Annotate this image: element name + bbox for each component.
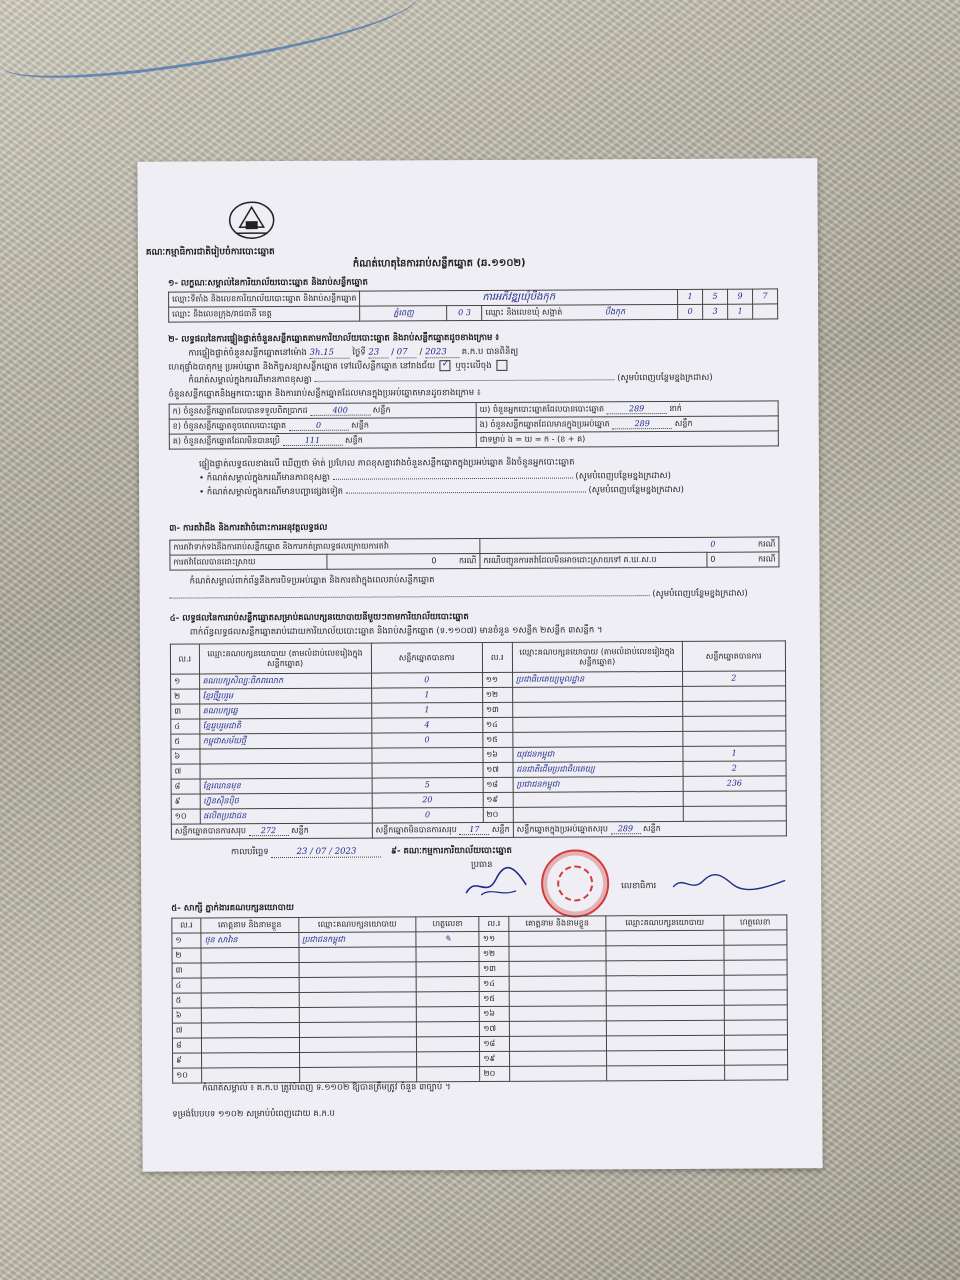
col-no-header: ល.រ: [170, 644, 199, 674]
party-votes: [682, 701, 786, 717]
row-no: ១៦: [483, 747, 513, 762]
col-no-header: ល.រ: [482, 642, 512, 672]
secretary-label: លេខាធិការ: [621, 881, 657, 892]
party-name: ខ្មែររួបរួមជាតិ: [199, 718, 371, 734]
complaint-note-hint: (សូមបំពេញបន្ថែមខ្នងក្រដាស): [652, 588, 748, 600]
no-checkbox[interactable]: [496, 360, 507, 371]
party-name: ខ្មែរឈានមុខ: [200, 778, 372, 794]
verification-time-label: ការផ្ទៀងផ្ទាត់ចំនួនសន្លឹកឆ្នោតនៅម៉ោង: [188, 347, 307, 359]
col-no-header: ល.រ: [479, 916, 508, 931]
location-digit: 7: [753, 289, 778, 304]
verification-line: ការផ្ទៀងផ្ទាត់ចំនួនសន្លឹកឆ្នោតនៅម៉ោង 3h.15 ថ្ងៃទី 23 / 07 / 2023 គ.ក.ប បានពិនិត្យ: [188, 346, 519, 359]
col-sign-header: ហត្ថលេខា: [723, 915, 786, 930]
row-no: ១៥: [480, 991, 509, 1006]
party-name: កម្ពុជាសម័យថ្មី: [199, 733, 371, 749]
discrepancy-note-label: កំណត់សម្គាល់ក្នុងករណីមានភាពខុសគ្នា: [188, 374, 312, 386]
count-unit: សន្លឹក: [351, 420, 369, 430]
row-no: ១: [171, 674, 200, 689]
verification-rest: គ.ក.ប បានពិនិត្យ: [461, 346, 519, 358]
row-no: ៩: [173, 1053, 202, 1068]
total-unit: សន្លឹក: [291, 825, 309, 835]
complaint2-value: 0: [431, 556, 437, 566]
party-name: គណបក្សឆ្លេ: [199, 703, 371, 719]
witness-footnote: កំណត់សម្គាល់ ៖ គ.ក.ប ត្រូវបំពេញ ទ.១១០២ ឱ្យបានត្រឹមត្រូវ ចំនួន ៣ច្បាប់ ។: [202, 1082, 451, 1094]
col-no-header: ល.រ: [172, 918, 201, 933]
note3-label: • កំណត់សម្គាល់ក្នុងករណីមានបញ្ហាផ្សេងទៀត: [199, 486, 344, 498]
seal-check-text: ហេតុផ្ទាំងបាតុកម្ម ប្រអប់ឆ្នោត និងកិច្ចសន្យាសន្លឹកឆ្នោត ទៅលើសន្លឹកឆ្នោត នៅរាងជ័យ: [168, 361, 436, 373]
count-cell: [476, 416, 778, 433]
total-invalid-label: សន្លឹកឆ្នោតមិនបានការសរុប: [375, 824, 457, 835]
party-votes: 0: [372, 807, 483, 823]
row-no: ៤: [172, 978, 201, 993]
col-party-header: ឈ្មោះគណបក្សនយោបាយ: [606, 915, 724, 931]
complaint3-label: ករណីបញ្ជូនការតវ៉ាដែលមិនអាចដោះស្រាយទៅ គ.ឃ.ស.ប: [480, 552, 707, 568]
row-no: ១១: [479, 931, 508, 946]
committee-name: គណៈកម្មាធិការជាតិរៀបចំការបោះឆ្នោត: [145, 247, 275, 258]
row-no: ១០: [173, 1068, 202, 1083]
party-name: [513, 701, 683, 717]
row-no: ២: [171, 689, 200, 704]
total-invalid-cell: [372, 822, 513, 838]
count-unit: នាក់: [669, 403, 682, 413]
total-box-label: សន្លឹកឆ្នោតក្នុងប្រអប់ឆ្នោតសរុប: [516, 824, 608, 834]
row-no: ១៣: [480, 961, 509, 976]
location-digit: 9: [728, 289, 753, 304]
party-name: [513, 731, 683, 747]
row-no: ៦: [171, 749, 200, 764]
ballot-count-form: [137, 158, 822, 1172]
row-no: ៥: [171, 734, 200, 749]
complaint1-unit: ករណី: [757, 539, 776, 549]
party-votes: [682, 716, 786, 732]
section2-heading: ២- លទ្ធផលនៃការផ្ទៀងផ្ទាត់ចំនួនសន្លឹកឆ្នោតតាមការិយាល័យបោះឆ្នោត និងរាប់សន្លឹកឆ្នោតដូចខាងក្រោម ៖: [168, 332, 500, 345]
row-no: ៨: [171, 779, 200, 794]
party-votes: 20: [372, 792, 483, 808]
total-valid-label: សន្លឹកឆ្នោតបានការសរុប: [174, 825, 246, 836]
total-invalid-value: 17: [459, 825, 489, 836]
form-title: កំណត់ហេតុនៃការរាប់សន្លឹកឆ្នោត (ឆ.១១០២): [352, 257, 526, 270]
row-no: ១៣: [482, 702, 512, 717]
row-no: ១៧: [483, 762, 513, 777]
row-no: ៨: [172, 1038, 201, 1053]
col-votes-header: សន្លឹកឆ្នោតបានការ: [371, 642, 482, 673]
row-no: ១១: [482, 672, 512, 687]
yes-checkbox[interactable]: [440, 360, 451, 371]
section3-heading: ៣- ការតវ៉ាដឹង និងការតវ៉ាចំពោះការអនុវត្តលទ្ធផល: [169, 522, 328, 534]
signature-date-label: កាលបរិច្ឆេទ: [230, 847, 269, 858]
complaint3-cell: [707, 552, 779, 567]
complaint-note: កំណត់សម្គាល់ពាក់ព័ន្ធនឹងការបិទប្រអប់ឆ្នោត និងការតវ៉ាក្នុងពេលរាប់សន្លឹកឆ្នោត: [189, 575, 435, 587]
row-no: ២០: [483, 807, 513, 822]
row-no: ១៧: [480, 1021, 509, 1036]
total-box-value: 289: [610, 824, 640, 835]
president-label: ប្រធាន: [471, 859, 493, 871]
complaint2-cell: [327, 553, 480, 569]
row-no: ៣: [172, 963, 201, 978]
note2-label: • កំណត់សម្គាល់ក្នុងករណីមានភាពខុសគ្នា: [198, 472, 331, 484]
nec-emblem-icon: [226, 197, 278, 243]
party-name: គណបក្សសិល្បៈពិភពលោក: [199, 673, 371, 689]
total-unit: សន្លឹក: [491, 824, 510, 834]
count-cell: [476, 431, 778, 448]
col-name-header: គោត្តនាម និងនាមខ្លួន: [201, 917, 299, 933]
party-name: ប្រជាធិបតេយ្យមូលដ្ឋាន: [512, 671, 682, 687]
section5-heading: ៥- សាក្សី ភ្នាក់ងារគណបក្សនយោបាយ: [171, 902, 294, 914]
compare-line: ផ្ទៀងផ្ទាត់លទ្ធផលខាងលើ ឃើញថា ម៉ាត់ ប្រហែល ភាពខុសគ្នារវាងចំនួនសន្លឹកឆ្នោតក្នុងប្រអប់ឆ្នោត និងចំនួនអ្នកបោះឆ្នោត: [198, 457, 575, 470]
date-line: [231, 847, 382, 859]
secretary-signature: [669, 870, 789, 895]
row-no: ១៤: [482, 717, 512, 732]
year-value: 2023: [425, 347, 459, 358]
count-cell: [169, 403, 476, 420]
party-name: [200, 763, 372, 779]
date-label: ថ្ងៃទី: [352, 347, 366, 358]
province-code: [447, 305, 482, 320]
committee-sign-heading: ៩- គណៈកម្មការការិយាល័យបោះឆ្នោត: [390, 845, 512, 857]
commune-digit: 0: [678, 304, 703, 319]
location-digit: 5: [703, 289, 728, 304]
party-votes: [683, 791, 787, 807]
row-no: ១២: [482, 687, 512, 702]
row-no: ១៩: [483, 792, 513, 807]
results-table: [170, 640, 787, 839]
party-votes: 236: [683, 776, 787, 792]
row-no: ២០: [480, 1066, 509, 1081]
party-name: ប្រជាជនកម្ពុជា: [513, 776, 683, 792]
complaint-note-line: [170, 588, 790, 601]
row-no: ១៨: [480, 1036, 509, 1051]
row-no: ៧: [171, 764, 200, 779]
party-votes: [372, 762, 483, 778]
party-votes: 4: [371, 717, 482, 733]
count-value: 289: [607, 404, 667, 415]
signature-date: 23 / 07 / 2023: [271, 847, 381, 859]
row-no: ៤: [171, 719, 200, 734]
formula-label: ជាទម្លាប់ ង = ឃ = ក - (ខ + គ): [479, 434, 586, 445]
party-name: [513, 716, 683, 732]
witness-name: ថុន សាវ៉ាន: [201, 932, 299, 948]
location-label: ឈ្មោះទីតាំង និងលេខការិយាល័យបោះឆ្នោត និងរាប់សន្លឹកឆ្នោត: [169, 291, 360, 307]
party-votes: [682, 686, 786, 702]
row-no: ១៤: [480, 976, 509, 991]
count-unit: សន្លឹក: [344, 435, 363, 445]
province-digit: 0: [458, 308, 464, 318]
background-ink-mark: [0, 0, 422, 92]
row-no: ៣: [171, 704, 200, 719]
row-no: ១០: [171, 809, 200, 824]
complaint1-value: 0: [710, 539, 716, 549]
count-label: ក) ចំនួនសន្លឹកឆ្នោតដែលបានទទួលពិតប្រាកដ: [172, 405, 308, 416]
total-box-cell: [513, 821, 786, 837]
section4-heading: ៤- លទ្ធផលនៃការរាប់សន្លឹកឆ្នោតសម្រាប់គណបក្សនយោបាយនីមួយៗតាមការិយាល័យបោះឆ្នោត: [169, 612, 469, 624]
location-value: ការអភិវឌ្ឍឃុំបឹងកុក: [360, 289, 678, 306]
col-party-header: ឈ្មោះគណបក្សនយោបាយ: [298, 917, 416, 933]
party-votes: 1: [371, 687, 482, 703]
complaint2-unit: ករណី: [459, 556, 477, 566]
location-table: [168, 288, 778, 322]
count-value: 400: [310, 405, 370, 416]
party-name: [513, 806, 683, 822]
party-votes: 0: [371, 672, 482, 688]
complaint1-cell: [480, 537, 779, 554]
party-name: [512, 686, 682, 702]
col-party-header: ឈ្មោះគណបក្សនយោបាយ (តាមលំដាប់លេខរៀងក្នុងសន្លឹកឆ្នោត): [512, 641, 682, 672]
total-valid-cell: [171, 823, 372, 839]
col-party-header: ឈ្មោះគណបក្សនយោបាយ (តាមលំដាប់លេខរៀងក្នុងសន្លឹកឆ្នោត): [199, 643, 371, 674]
row-no: ១២: [479, 946, 508, 961]
count-label: ឃ) ចំនួនអ្នកបោះឆ្នោតដែលបានបោះឆ្នោត: [479, 404, 605, 414]
seal-check-line: [168, 358, 788, 372]
total-valid-value: 272: [248, 826, 288, 837]
note2-hint: (សូមបំពេញបន្ថែមខ្នងក្រដាស): [575, 470, 671, 482]
yes-label: ឬចុះលើចុង: [455, 360, 492, 372]
row-no: ២: [172, 948, 201, 963]
party-name: [513, 791, 683, 807]
count-label: ខ) ចំនួនសន្លឹកឆ្នោតខូចពេលបោះឆ្នោត: [172, 420, 287, 431]
commune-digit: 1: [728, 304, 753, 319]
party-name: [199, 748, 371, 764]
form-footer: ទម្រង់បែបបទ ១១០២ សម្រាប់បំពេញដោយ គ.ក.ប: [172, 1108, 335, 1120]
counts-table: [169, 400, 779, 449]
month-value: 07: [397, 347, 417, 358]
province-digit: 3: [465, 308, 471, 318]
count-label: គ) ចំនួនសន្លឹកឆ្នោតដែលមិនបានប្រើ: [172, 435, 280, 446]
party-votes: [683, 806, 787, 822]
party-votes: 2: [682, 671, 786, 687]
row-no: ១៥: [483, 732, 513, 747]
totals-row: [171, 821, 786, 839]
row-no: ១៦: [480, 1006, 509, 1021]
row-no: ៧: [172, 1023, 201, 1038]
count-value: 289: [612, 419, 672, 430]
president-signature: [461, 865, 531, 901]
complaint1-label: ការតវ៉ាទាក់ទងនឹងការរាប់សន្លឹកឆ្នោត និងការកត់ត្រាលទ្ធផលក្រោយការតវ៉ា: [170, 538, 480, 555]
discrepancy-note-line: [188, 372, 788, 385]
section4-intro: ពាក់ព័ន្ធលទ្ធផលសន្លឹកឆ្នោតរាប់ដោយការិយាល័យបោះឆ្នោត និងរាប់សន្លឹកឆ្នោត (ទ.១១០៧) មានចំនួន ១សន្លឹក ២សន្លឹក ៣សន្លឹក ។: [189, 625, 603, 638]
party-votes: 1: [682, 746, 786, 762]
party-name: ហ្វ៊ុនស៊ិនប៉ិច: [200, 793, 372, 809]
party-name: យុវជនកម្ពុជា: [513, 746, 683, 762]
party-name: ផលិតប្រជាជន: [200, 808, 372, 824]
section1-heading: ១- លក្ខណៈសម្គាល់នៃការិយាល័យបោះឆ្នោត និងរាប់សន្លឹកឆ្នោត: [167, 277, 368, 289]
count-value: 0: [289, 420, 349, 431]
witness-table: [171, 914, 788, 1083]
counts-subheading: ចំនួនសន្លឹកឆ្នោតនិងអ្នកបោះឆ្នោត និងការរាប់សន្លឹកឆ្នោតដែលមានក្នុងប្រអប់ឆ្នោតមានដូចខាងក្រោម ៖: [168, 387, 481, 400]
party-votes: 2: [683, 761, 787, 777]
official-seal: [541, 849, 609, 917]
row-no: ៩: [171, 794, 200, 809]
col-name-header: គោត្តនាម និងនាមខ្លួន: [508, 916, 606, 932]
count-label: ង) ចំនួនសន្លឹកឆ្នោតដែលមានក្នុងប្រអប់ឆ្នោត: [479, 419, 610, 429]
party-votes: 5: [372, 777, 483, 793]
row-no: ១: [172, 933, 201, 948]
witness-signature: ✎: [416, 932, 479, 947]
row-no: ៥: [172, 993, 201, 1008]
party-name: ខ្មែរថ្មីរួបរួម: [199, 688, 371, 704]
day-value: 23: [368, 347, 388, 358]
complaint3-value: 0: [710, 554, 716, 564]
province-value: ភ្នំពេញ: [360, 306, 447, 321]
count-cell: [169, 433, 476, 450]
count-cell: [169, 418, 476, 435]
location-digit: 1: [678, 289, 703, 304]
counts-row: [169, 431, 778, 449]
table-row: [173, 1065, 788, 1083]
complaint3-unit: ករណី: [758, 554, 776, 564]
commune-label-text: ឈ្មោះ និងលេខឃុំ សង្កាត់: [485, 307, 563, 318]
col-votes-header: សន្លឹកឆ្នោតបានការ: [682, 641, 786, 672]
party-votes: [682, 731, 786, 747]
complaint2-label: ការតវ៉ាដែលបានដោះស្រាយ: [170, 554, 327, 570]
col-sign-header: ហត្ថលេខា: [416, 917, 479, 932]
commune-label: [482, 304, 678, 320]
row-no: ១៩: [480, 1051, 509, 1066]
party-votes: 1: [371, 702, 482, 718]
verification-time: 3h.15: [310, 348, 350, 359]
note2-line: [199, 470, 789, 483]
discrepancy-note-hint: (សូមបំពេញបន្ថែមខ្នងក្រដាស): [617, 372, 713, 384]
party-name: ជនជាតិដើមប្រជាធិបតេយ្យ: [513, 761, 683, 777]
row-no: ៦: [172, 1008, 201, 1023]
commune-digit: 3: [703, 304, 728, 319]
complaints-table: [169, 536, 779, 570]
commune-value: បឹងកុក: [604, 307, 626, 317]
row-no: ១៨: [483, 777, 513, 792]
witness-party: ប្រជាជនកម្ពុជា: [299, 932, 417, 948]
note3-hint: (សូមបំពេញបន្ថែមខ្នងក្រដាស): [588, 484, 685, 496]
party-votes: 0: [372, 732, 483, 748]
province-label: ឈ្មោះ និងលេខក្រុង/រាជធានី ខេត្ត: [169, 306, 360, 322]
count-unit: សន្លឹក: [674, 418, 693, 428]
count-unit: សន្លឹក: [372, 405, 391, 415]
count-value: 111: [282, 435, 342, 446]
total-unit: សន្លឹក: [642, 823, 661, 833]
party-votes: [372, 747, 483, 763]
note3-line: [199, 484, 789, 497]
count-cell: [476, 401, 778, 418]
